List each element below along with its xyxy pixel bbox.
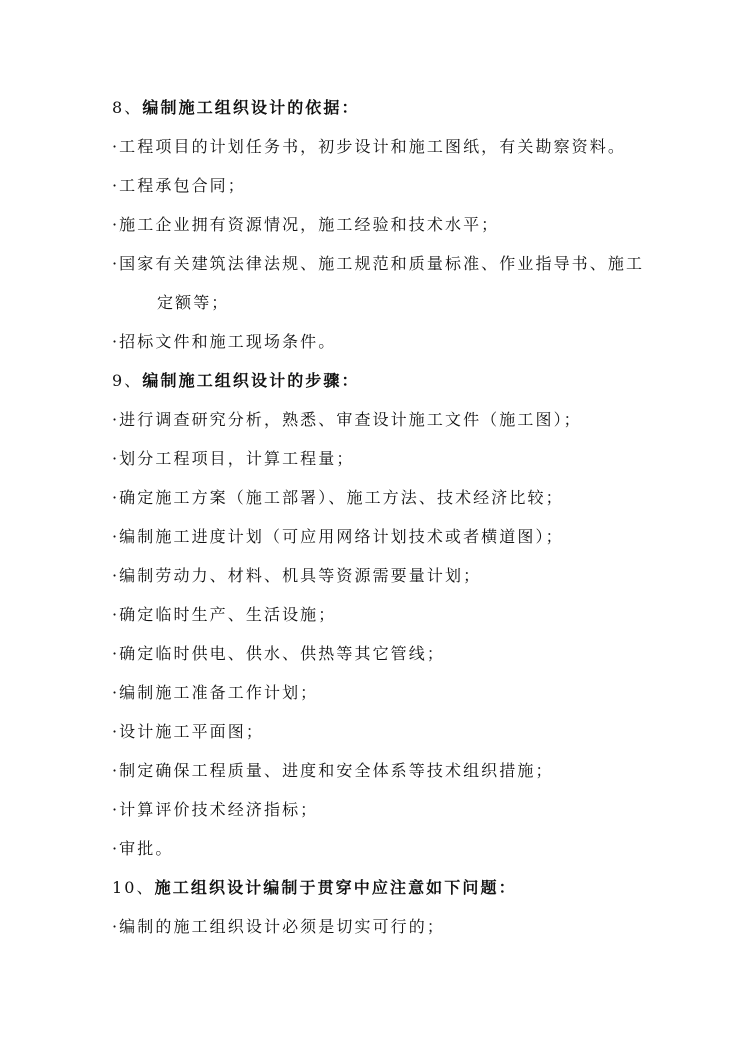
section-9-title: 编制施工组织设计的步骤：: [142, 371, 360, 390]
list-item: ·制定确保工程质量、进度和安全体系等技术组织措施；: [112, 761, 554, 780]
list-item: ·审批。: [112, 839, 174, 858]
list-item: ·划分工程项目，计算工程量；: [112, 449, 355, 468]
section-10-heading: [112, 876, 517, 900]
list-item: ·工程项目的计划任务书，初步设计和施工图纸，有关勘察资料。: [112, 137, 626, 156]
list-item: ·招标文件和施工现场条件。: [112, 332, 337, 351]
section-9-heading: [112, 369, 360, 393]
section-8-number: 8、: [112, 98, 143, 117]
list-item: ·确定施工方案（施工部署）、施工方法、技术经济比较；: [112, 488, 564, 507]
list-item: ·编制劳动力、材料、机具等资源需要量计划；: [112, 566, 482, 585]
section-9-number: 9、: [112, 371, 143, 390]
list-item: ·编制施工准备工作计划；: [112, 683, 319, 702]
list-item: ·工程承包合同；: [112, 176, 246, 195]
list-item: ·编制的施工组织设计必须是切实可行的；: [112, 917, 445, 936]
list-item: ·国家有关建筑法律法规、施工规范和质量标准、作业指导书、施工: [112, 254, 645, 273]
list-item: ·施工企业拥有资源情况，施工经验和技术水平；: [112, 215, 500, 234]
list-item: ·计算评价技术经济指标；: [112, 800, 319, 819]
list-item: ·设计施工平面图；: [112, 722, 264, 741]
list-item: ·进行调查研究分析，熟悉、审查设计施工文件（施工图）；: [112, 410, 582, 429]
section-10-title: 施工组织设计编制于贯穿中应注意如下问题：: [154, 878, 517, 897]
list-item: ·确定临时供电、供水、供热等其它管线；: [112, 644, 445, 663]
list-item: ·编制施工进度计划（可应用网络计划技术或者横道图）；: [112, 527, 564, 546]
list-item: ·确定临时生产、生活设施；: [112, 605, 337, 624]
section-8-title: 编制施工组织设计的依据：: [142, 98, 360, 117]
section-10-number: 10、: [112, 878, 155, 897]
section-8-heading: [112, 96, 360, 120]
list-item-continuation: 定额等；: [157, 293, 230, 312]
